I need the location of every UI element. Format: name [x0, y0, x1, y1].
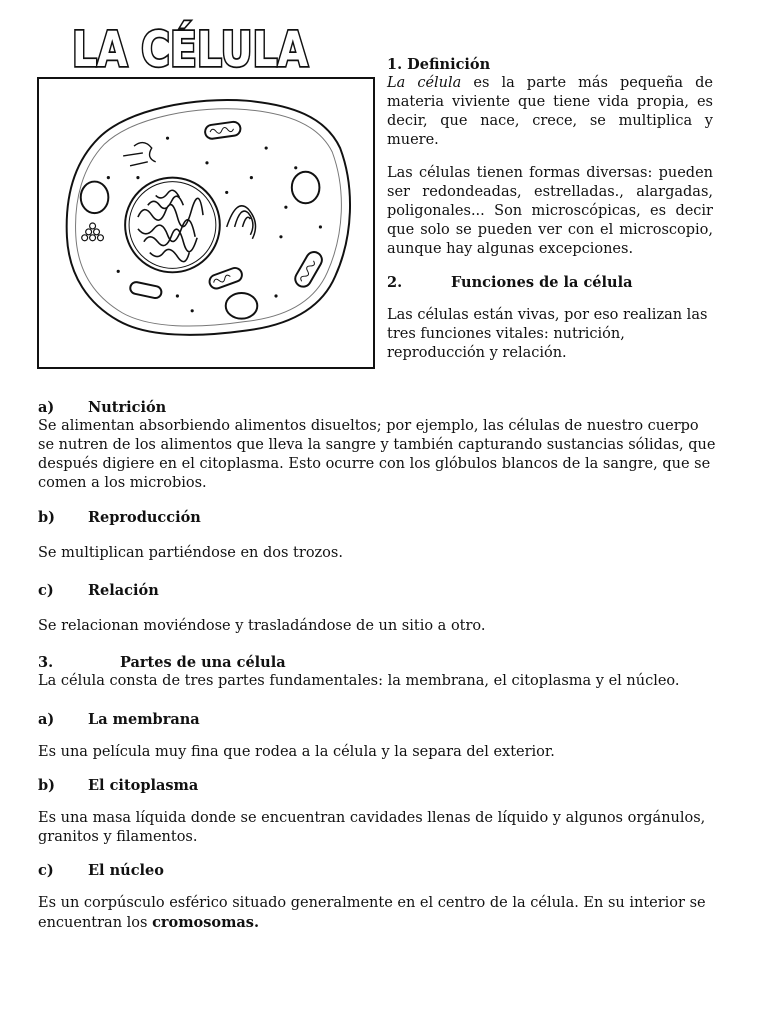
- functions-number: 2.: [387, 274, 403, 291]
- relation-section: [38, 581, 718, 636]
- reproduction-text: Se multiplican partiéndose en dos trozos.: [38, 545, 343, 561]
- centrosome: [82, 223, 104, 241]
- nutrition-letter: a): [38, 399, 55, 416]
- parts-section: [38, 653, 718, 691]
- reproduction-letter: b): [38, 509, 55, 526]
- nutrition-heading: Nutrición: [88, 399, 167, 416]
- cell-illustration: [37, 77, 375, 369]
- page-title: [68, 20, 361, 78]
- definition-heading: 1. Definición: [387, 56, 491, 73]
- membrane-text: Es una película muy fina que rodea a la célula y la separa del exterior.: [38, 744, 555, 760]
- membrane-heading: La membrana: [88, 711, 200, 728]
- functions-heading: [387, 273, 713, 292]
- cell-membrane: [67, 100, 350, 335]
- vacuole: [226, 293, 258, 319]
- definition-column: [387, 55, 713, 363]
- nucleus-section: [38, 861, 718, 933]
- ribosomes: [107, 137, 322, 313]
- cytoplasm-heading: El citoplasma: [88, 777, 199, 794]
- chromosomes-term: cromosomas.: [152, 914, 260, 931]
- functions-title: Funciones de la célula: [451, 274, 633, 291]
- relation-text: Se relacionan moviéndose y trasladándose de un sitio a otro.: [38, 618, 486, 634]
- mitochondrion: [204, 121, 241, 140]
- title-text: LA CÉLULA: [72, 22, 361, 78]
- nucleus-text: [38, 894, 718, 933]
- vacuole: [292, 172, 320, 204]
- definition-paragraph-2: Las células tienen formas diversas: pueden ser redondeadas, estrelladas., alargadas, poligonales... Son microscópicas, es decir que solo se pueden ver con el microscopio, aunque hay algunas excepciones.: [387, 165, 713, 257]
- definition-term: La célula: [387, 75, 462, 91]
- membrane-letter: a): [38, 711, 55, 728]
- reproduction-section: [38, 508, 718, 563]
- cytoplasm-section: [38, 776, 718, 847]
- parts-number: 3.: [38, 654, 54, 671]
- nutrition-text: Se alimentan absorbiendo alimentos disueltos; por ejemplo, las células de nuestro cuerpo se nutren de los alimentos que lleva la sangre y también capturando sustancias sólidas, que después digiere en el citoplasma. Esto ocurre con los glóbulos blancos de la sangre, que se comen a los microbios.: [38, 418, 716, 491]
- relation-heading: Relación: [88, 582, 159, 599]
- cytoplasm-text: Es una masa líquida donde se encuentran cavidades llenas de líquido y algunos orgánulos, granitos y filamentos.: [38, 810, 706, 845]
- parts-text: La célula consta de tres partes fundamentales: la membrana, el citoplasma y el núcleo.: [38, 673, 680, 689]
- reproduction-heading: Reproducción: [88, 509, 201, 526]
- nutrition-section: [38, 398, 718, 493]
- nucleus-letter: c): [38, 862, 54, 879]
- cell-diagram: [39, 79, 373, 367]
- definition-paragraph-1: [387, 74, 713, 150]
- mitochondrion: [292, 249, 324, 289]
- definition-text: es la parte más pequeña de materia viviente que tiene vida propia, es decir, que nace, crece, se multiplica y muere.: [387, 75, 713, 148]
- membrane-section: [38, 710, 718, 762]
- parts-heading: Partes de una célula: [120, 654, 286, 671]
- nucleus-text-main: Es un corpúsculo esférico situado generalmente en el centro de la célula. En su interior se encuentran los: [38, 895, 706, 931]
- cytoplasm-letter: b): [38, 777, 55, 794]
- nucleus: [125, 178, 220, 273]
- golgi: [227, 206, 256, 239]
- relation-letter: c): [38, 582, 54, 599]
- functions-text: Las células están vivas, por eso realizan las tres funciones vitales: nutrición, reproducción y relación.: [387, 307, 708, 361]
- vacuole: [81, 182, 109, 214]
- nucleus-heading: El núcleo: [88, 862, 164, 879]
